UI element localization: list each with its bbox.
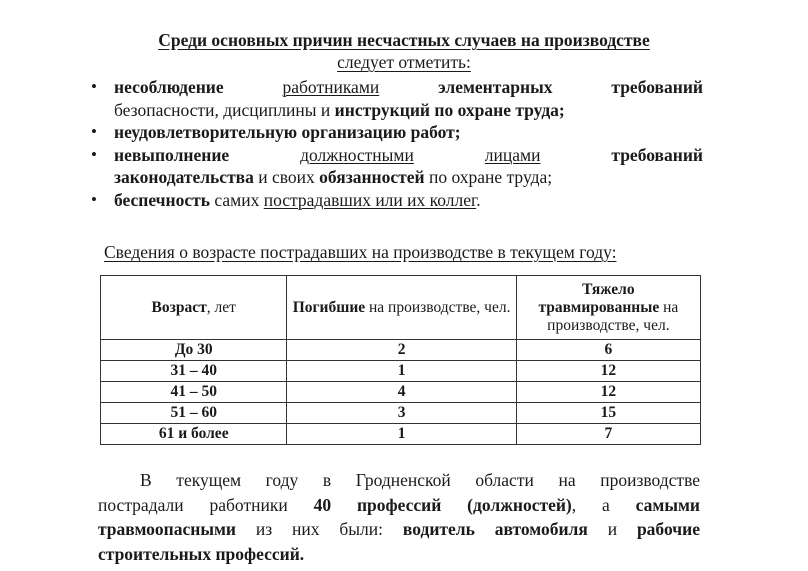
cell-injured: 12 <box>516 361 700 382</box>
cell-age: 51 – 60 <box>101 403 287 424</box>
cell-dead: 3 <box>287 403 516 424</box>
item-text: безопасности, дисциплины и <box>114 99 335 120</box>
heading-line-2 <box>0 52 808 72</box>
table-row <box>101 382 701 403</box>
item-text: требований <box>611 77 703 97</box>
item-text: инструкций по охране труда; <box>334 99 565 120</box>
bullet-icon: • <box>91 77 97 96</box>
item-text: по охране труда; <box>424 167 553 187</box>
table-row <box>101 403 701 424</box>
bullet-icon: • <box>91 122 97 141</box>
heading-line-1 <box>0 30 808 50</box>
item-text: пострадавших или их коллег <box>263 189 477 210</box>
item-text: требований <box>611 144 703 165</box>
list-item <box>91 189 703 212</box>
cell-age: 41 – 50 <box>101 382 287 403</box>
table-header-row <box>101 276 701 340</box>
item-text: . <box>476 189 481 210</box>
header-age: Возраст, лет <box>101 276 287 340</box>
cell-dead: 2 <box>287 340 516 361</box>
table-caption-text: Сведения о возрасте пострадавших на производстве в текущем году <box>104 242 612 262</box>
item-text: лицами <box>484 144 541 165</box>
item-text: беспечность <box>114 189 211 210</box>
victims-age-table <box>100 275 701 445</box>
cell-injured: 7 <box>516 424 700 445</box>
item-text: работниками <box>282 77 380 97</box>
item-text: самих <box>210 189 264 210</box>
paragraph-line: травмоопасными из них были: водитель автомобиля и рабочие <box>98 519 700 539</box>
cell-dead: 1 <box>287 361 516 382</box>
item-text: невыполнение <box>114 144 230 165</box>
item-text: законодательства <box>114 167 254 187</box>
table-row <box>101 340 701 361</box>
paragraph-line: В текущем году в Гродненской области на производстве <box>140 470 700 490</box>
item-text: несоблюдение <box>114 77 224 97</box>
header-dead: Погибшие на производстве, чел. <box>287 276 516 340</box>
item-text: обязанностей <box>319 167 425 187</box>
heading-text-2: следует отметить: <box>337 52 471 72</box>
item-text: должностными <box>300 144 414 165</box>
list-item <box>91 121 703 144</box>
causes-list <box>91 76 703 211</box>
header-injured: Тяжело травмированные на производстве, чел. <box>516 276 700 340</box>
list-item <box>91 144 703 189</box>
table-caption-suffix: : <box>611 242 617 262</box>
cell-injured: 12 <box>516 382 700 403</box>
table-row <box>101 424 701 445</box>
cell-age: 31 – 40 <box>101 361 287 382</box>
item-text: неудовлетворительную организацию работ; <box>114 122 461 142</box>
cell-dead: 4 <box>287 382 516 403</box>
bullet-icon: • <box>91 189 97 209</box>
paragraph-line: строительных профессий. <box>98 543 305 564</box>
table-row <box>101 361 701 382</box>
cell-age: До 30 <box>101 340 287 361</box>
cell-injured: 15 <box>516 403 700 424</box>
cell-dead: 1 <box>287 424 516 445</box>
table-caption <box>104 242 617 262</box>
list-item <box>91 76 703 121</box>
item-text: элементарных <box>438 77 553 97</box>
cell-injured: 6 <box>516 340 700 361</box>
item-text: и своих <box>253 167 320 187</box>
summary-paragraph <box>98 468 700 566</box>
heading-text-1: Среди основных причин несчастных случаев на производстве <box>158 30 650 50</box>
cell-age: 61 и более <box>101 424 287 445</box>
bullet-icon: • <box>91 144 97 164</box>
paragraph-line: пострадали работники 40 профессий (должностей), а самыми <box>98 494 700 515</box>
